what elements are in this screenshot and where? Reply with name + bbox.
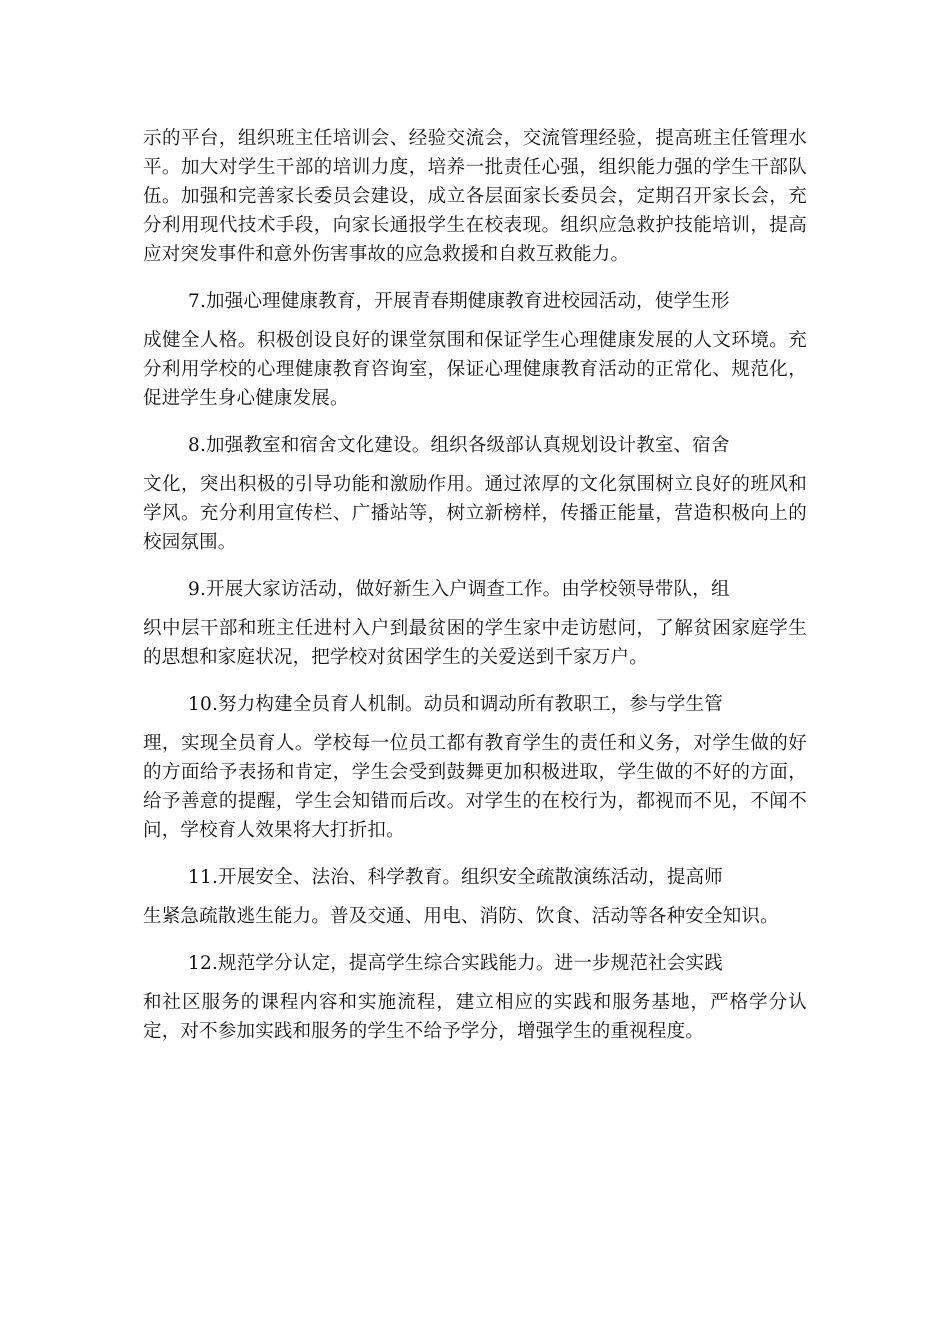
list-item-9 xyxy=(143,575,807,672)
list-item-8 xyxy=(143,431,807,557)
document-body xyxy=(143,124,807,1064)
intro-paragraph: 示的平台，组织班主任培训会、经验交流会，交流管理经验，提高班主任管理水平。加大对学生干部的培训力度，培养一批责任心强，组织能力强的学生干部队伍。加强和完善家长委员会建设，成立各层面家长委员会，定期召开家长会，充分利用现代技术手段，向家长通报学生在校表现。组织应急救护技能培训，提高应对突发事件和意外伤害事故的应急救援和自救互救能力。 xyxy=(143,128,807,265)
item-11-body: 生紧急疏散逃生能力。普及交通、用电、消防、饮食、活动等各种安全知识。 xyxy=(143,906,779,927)
item-7-body: 成健全人格。积极创设良好的课堂氛围和保证学生心理健康发展的人文环境。充分利用学校的心理健康教育咨询室，保证心理健康教育活动的正常化、规范化，促进学生身心健康发展。 xyxy=(143,330,807,409)
item-8-body: 文化，突出积极的引导功能和激励作用。通过浓厚的文化氛围树立良好的班风和学风。充分利用宣传栏、广播站等，树立新榜样，传播正能量，营造积极向上的校园氛围。 xyxy=(143,474,807,553)
item-11-lead: 11.开展安全、法治、科学教育。组织安全疏散演练活动，提高师 xyxy=(188,867,723,888)
list-item-11 xyxy=(143,863,807,931)
item-7-lead: 7.加强心理健康教育，开展青春期健康教育进校园活动，使学生形 xyxy=(188,291,730,312)
list-item-12 xyxy=(143,949,807,1046)
item-9-body: 织中层干部和班主任进村入户到最贫困的学生家中走访慰问，了解贫困家庭学生的思想和家庭状况，把学校对贫困学生的关爱送到千家万户。 xyxy=(143,618,807,668)
item-9-lead: 9.开展大家访活动，做好新生入户调查工作。由学校领导带队，组 xyxy=(188,579,730,600)
item-12-lead: 12.规范学分认定，提高学生综合实践能力。进一步规范社会实践 xyxy=(188,953,723,974)
item-10-lead: 10.努力构建全员育人机制。动员和调动所有教职工，参与学生管 xyxy=(188,694,723,715)
list-item-10 xyxy=(143,690,807,845)
item-10-body: 理，实现全员育人。学校每一位员工都有教育学生的责任和义务，对学生做的好的方面给予表扬和肯定，学生会受到鼓舞更加积极进取，学生做的不好的方面，给予善意的提醒，学生会知错而后改。对学生的在校行为，都视而不见，不闻不问，学校育人效果将大打折扣。 xyxy=(143,733,807,841)
item-8-lead: 8.加强教室和宿舍文化建设。组织各级部认真规划设计教室、宿舍 xyxy=(188,435,730,456)
item-12-body: 和社区服务的课程内容和实施流程，建立相应的实践和服务基地，严格学分认定，对不参加实践和服务的学生不给予学分，增强学生的重视程度。 xyxy=(143,992,807,1042)
list-item-7 xyxy=(143,287,807,413)
